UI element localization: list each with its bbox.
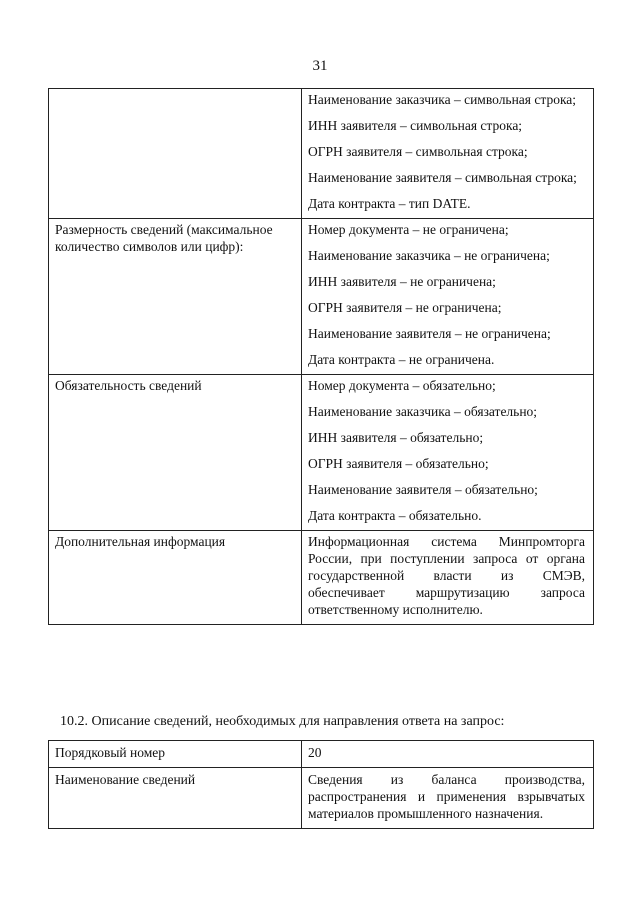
data-description-table bbox=[48, 88, 594, 625]
table-label-cell: Обязательность сведений bbox=[49, 375, 302, 531]
table-label-cell: Размерность сведений (максимальное количество символов или цифр): bbox=[49, 219, 302, 375]
list-item: Дата контракта – не ограничена. bbox=[308, 352, 495, 367]
table-label-cell: Наименование сведений bbox=[49, 768, 302, 829]
list-item: Наименование заявителя – обязательно; bbox=[308, 482, 538, 497]
list-item: ОГРН заявителя – не ограничена; bbox=[308, 300, 502, 315]
list-item: Номер документа – не ограничена; bbox=[308, 222, 509, 237]
table-row bbox=[49, 219, 594, 375]
table-label-cell: Порядковый номер bbox=[49, 741, 302, 768]
list-item: ИНН заявителя – обязательно; bbox=[308, 430, 484, 445]
table-value-cell: Информационная система Минпромторга России, при поступлении запроса от органа государственной власти из СМЭВ, обеспечивает маршрутизацию запроса ответственному исполнителю. bbox=[302, 531, 594, 625]
list-item: Наименование заказчика – не ограничена; bbox=[308, 248, 550, 263]
response-description-table bbox=[48, 740, 594, 829]
page-number: 31 bbox=[312, 58, 328, 74]
list-item: ОГРН заявителя – обязательно; bbox=[308, 456, 489, 471]
table-value-cell: Сведения из баланса производства, распространения и применения взрывчатых материалов промышленного назначения. bbox=[302, 768, 594, 829]
section-heading: 10.2. Описание сведений, необходимых для направления ответа на запрос: bbox=[60, 714, 505, 729]
table-label-cell: Дополнительная информация bbox=[49, 531, 302, 625]
list-item: Наименование заявителя – символьная строка; bbox=[308, 170, 577, 185]
list-item: ОГРН заявителя – символьная строка; bbox=[308, 144, 528, 159]
list-item: Наименование заявителя – не ограничена; bbox=[308, 326, 551, 341]
table-row bbox=[49, 531, 594, 625]
table-row bbox=[49, 89, 594, 219]
list-item: ИНН заявителя – символьная строка; bbox=[308, 118, 523, 133]
table-value-cell bbox=[302, 219, 594, 375]
list-item: Наименование заказчика – обязательно; bbox=[308, 404, 538, 419]
table-value-cell bbox=[302, 375, 594, 531]
list-item: ИНН заявителя – не ограничена; bbox=[308, 274, 496, 289]
list-item: Дата контракта – обязательно. bbox=[308, 508, 482, 523]
table-label-cell bbox=[49, 89, 302, 219]
list-item: Наименование заказчика – символьная строка; bbox=[308, 92, 577, 107]
table-row bbox=[49, 375, 594, 531]
table-value-cell: 20 bbox=[302, 741, 594, 768]
table-row bbox=[49, 741, 594, 768]
table-row bbox=[49, 768, 594, 829]
table-value-cell bbox=[302, 89, 594, 219]
list-item: Дата контракта – тип DATE. bbox=[308, 196, 471, 211]
list-item: Номер документа – обязательно; bbox=[308, 378, 496, 393]
